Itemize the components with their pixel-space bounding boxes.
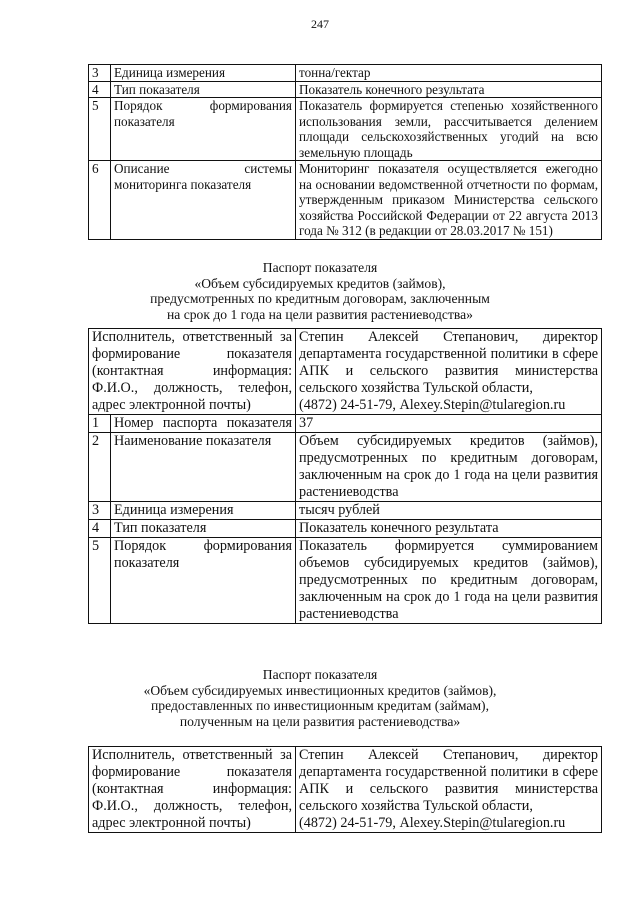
passport-heading <box>0 667 640 729</box>
heading-line: Паспорт показателя <box>262 260 378 275</box>
executor-name: Степин Алексей Степанович, директор департамента государственной политики в сфере АПК и сельского развития министерства сельского хозяйства Тульской области, <box>299 329 599 396</box>
row-number: 6 <box>89 161 111 240</box>
row-number: 2 <box>89 433 111 502</box>
executor-contact: (4872) 24-51-79, Alexey.Stepin@tularegion.ru <box>299 815 566 831</box>
heading-line: предоставленных по инвестиционным кредитам (займам), <box>151 698 489 713</box>
heading-line: предусмотренных по кредитным договорам, заключенным <box>150 291 490 306</box>
row-number: 3 <box>89 502 111 520</box>
heading-line: на срок до 1 года на цели развития растениеводства» <box>167 306 473 322</box>
row-number: 5 <box>89 538 111 624</box>
row-label: Порядок формирования показателя <box>111 98 296 161</box>
executor-value <box>296 329 602 415</box>
table-row <box>89 98 602 161</box>
row-value: тысяч рублей <box>296 502 602 520</box>
row-label: Порядок формирования показателя <box>111 538 296 624</box>
row-number: 5 <box>89 98 111 161</box>
row-value: Мониторинг показателя осуществляется ежегодно на основании ведомственной отчетности по формам, утвержденным приказом Министерства сельского хозяйства Российской Федерации от 22 августа 2013 года № 312 (в редакции от 28.03.2017 № 151) <box>296 161 602 240</box>
row-value: Показатель конечного результата <box>296 81 602 98</box>
table-row <box>89 65 602 82</box>
table-row <box>89 81 602 98</box>
table-row <box>89 415 602 433</box>
table-row <box>89 502 602 520</box>
row-label: Тип показателя <box>111 520 296 538</box>
table-row <box>89 433 602 502</box>
heading-line: полученным на цели развития растениеводства» <box>179 713 461 729</box>
row-number: 4 <box>89 520 111 538</box>
row-label: Описание системы мониторинга показателя <box>111 161 296 240</box>
row-number: 1 <box>89 415 111 433</box>
row-value: 37 <box>296 415 602 433</box>
page-number: 247 <box>311 17 329 31</box>
table-row <box>89 538 602 624</box>
indicator-table-continuation <box>88 64 602 240</box>
row-label: Единица измерения <box>111 502 296 520</box>
executor-row <box>89 329 602 415</box>
table-row <box>89 161 602 240</box>
heading-line: Паспорт показателя <box>262 667 378 682</box>
passport-heading <box>0 260 640 322</box>
row-value: Показатель конечного результата <box>296 520 602 538</box>
row-value: Объем субсидируемых кредитов (займов), предусмотренных по кредитным договорам, заключенным на срок до 1 года на цели развития растениеводства <box>296 433 602 502</box>
row-number: 3 <box>89 65 111 82</box>
indicator-passport-table <box>88 746 602 833</box>
row-label: Единица измерения <box>111 65 296 82</box>
table-row <box>89 520 602 538</box>
row-label: Наименование показателя <box>111 433 296 502</box>
executor-label: Исполнитель, ответственный за формирование показателя (контактная информация: Ф.И.О., должность, телефон, адрес электронной почты) <box>89 329 296 415</box>
executor-name: Степин Алексей Степанович, директор департамента государственной политики в сфере АПК и сельского развития министерства сельского хозяйства Тульской области, <box>299 747 598 814</box>
row-label: Номер паспорта показателя <box>111 415 296 433</box>
heading-line: «Объем субсидируемых кредитов (займов), <box>194 275 446 291</box>
executor-row <box>89 747 602 833</box>
indicator-passport-table <box>88 328 602 624</box>
row-value: тонна/гектар <box>296 65 602 82</box>
row-value: Показатель формируется степенью хозяйственного использования земли, рассчитывается делением площади сельскохозяйственных угодий на всю земельную площадь <box>296 98 602 161</box>
executor-label: Исполнитель, ответственный за формирование показателя (контактная информация: Ф.И.О., должность, телефон, адрес электронной почты) <box>89 747 296 833</box>
executor-contact: (4872) 24-51-79, Alexey.Stepin@tularegion.ru <box>299 397 566 413</box>
row-label: Тип показателя <box>111 81 296 98</box>
row-value: Показатель формируется суммированием объемов субсидируемых кредитов (займов), предусмотренных по кредитным договорам, заключенным на срок до 1 года на цели развития растениеводства <box>296 538 602 624</box>
heading-line: «Объем субсидируемых инвестиционных кредитов (займов), <box>143 682 497 698</box>
executor-value <box>296 747 602 833</box>
row-number: 4 <box>89 81 111 98</box>
